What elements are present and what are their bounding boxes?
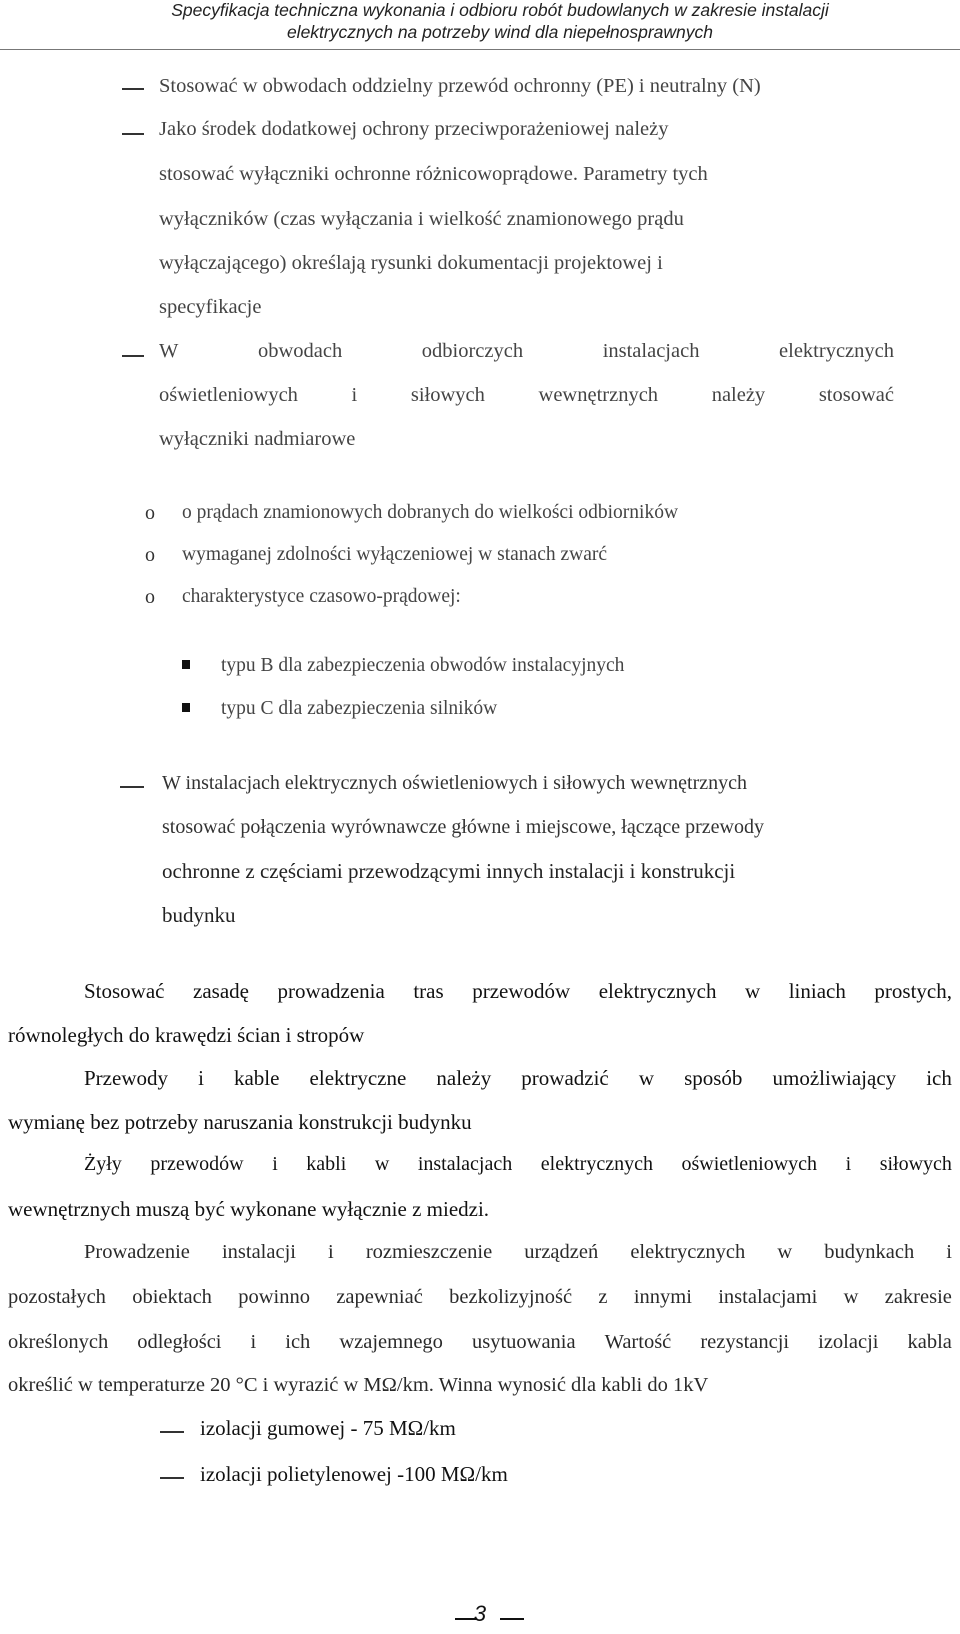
dash-bullet-icon [160,1477,184,1479]
paragraph-layout-line-1: Prowadzenie instalacji i rozmieszczenie urządzeń elektrycznych w budynkach i [84,1241,952,1263]
page-number: 3 [473,1601,487,1626]
header-divider [0,49,960,50]
paragraph-copper-line-1: Żyły przewodów i kabli w instalacjach elektrycznych oświetleniowych i siłowych [84,1153,952,1175]
header-title-line-1: Specyfikacja techniczna wykonania i odbioru robót budowlanych w zakresie instalacji [171,0,829,20]
paragraph-replacement-line-2: wymianę bez potrzeby naruszania konstrukcji budynku [8,1110,472,1134]
sub-sub-item-type-c: typu C dla zabezpieczenia silników [221,698,498,719]
paragraph-layout-line-4: określić w temperaturze 20 °C i wyrazić w MΩ/km. Winna wynosić dla kabli do 1kV [8,1374,709,1396]
paragraph-routing-line-1: Stosować zasadę prowadzenia tras przewodów elektrycznych w liniach prostych, [84,979,952,1003]
list-item-bonding-line-2: stosować połączenia wyrównawcze główne i miejscowe, łączące przewody [162,816,764,838]
paragraph-routing-line-2: równoległych do krawędzi ścian i stropów [8,1023,365,1047]
list-item-bonding-line-4: budynku [162,903,236,927]
list-item-rcd-line-5: specyfikacje [159,296,262,318]
circle-bullet-icon: o [145,544,155,566]
sub-sub-item-type-b: typu B dla zabezpieczenia obwodów instalacyjnych [221,655,625,676]
list-item-overcurrent-line-2: oświetleniowych i siłowych wewnętrznych należy stosować [159,384,894,406]
page-header [0,0,960,52]
circle-bullet-icon: o [145,586,155,608]
insulation-polyethylene-value: izolacji polietylenowej -100 MΩ/km [200,1462,508,1486]
header-title-line-2: elektrycznych na potrzeby wind dla niepełnosprawnych [286,22,714,42]
list-item-rcd-line-3: wyłączników (czas wyłączania i wielkość znamionowego prądu [159,208,684,230]
dash-bullet-icon [122,133,144,135]
paragraph-copper-line-2: wewnętrznych muszą być wykonane wyłącznie z miedzi. [8,1197,490,1221]
square-bullet-icon [182,660,190,669]
sub-item-rated-current: o prądach znamionowych dobranych do wielkości odbiorników [182,502,679,523]
list-item-rcd-line-4: wyłączającego) określają rysunki dokumentacji projektowej i [159,252,663,274]
paragraph-layout-line-2: pozostałych obiektach powinno zapewniać bezkolizyjność z innymi instalacjami w zakresie [8,1286,952,1308]
list-item-pe-n: Stosować w obwodach oddzielny przewód ochronny (PE) i neutralny (N) [159,75,761,97]
dash-bullet-icon [122,355,144,357]
sub-item-breaking-capacity: wymaganej zdolności wyłączeniowej w stanach zwarć [182,544,608,565]
footer-dash-right [500,1618,524,1620]
list-item-overcurrent-line-3: wyłączniki nadmiarowe [159,428,356,450]
list-item-rcd-line-2: stosować wyłączniki ochronne różnicowoprądowe. Parametry tych [159,163,708,185]
paragraph-layout-line-3: określonych odległości i ich wzajemnego usytuowania Wartość rezystancji izolacji kabla [8,1331,952,1353]
dash-bullet-icon [160,1431,184,1433]
dash-bullet-icon [120,786,144,788]
insulation-rubber-value: izolacji gumowej - 75 MΩ/km [200,1416,456,1440]
dash-bullet-icon [122,88,144,90]
list-item-bonding-line-3: ochronne z częściami przewodzącymi innych instalacji i konstrukcji [162,859,736,883]
square-bullet-icon [182,703,190,712]
list-item-rcd-line-1: Jako środek dodatkowej ochrony przeciwporażeniowej należy [159,118,669,140]
list-item-bonding-line-1: W instalacjach elektrycznych oświetleniowych i siłowych wewnętrznych [162,772,747,794]
circle-bullet-icon: o [145,502,155,524]
paragraph-replacement-line-1: Przewody i kable elektryczne należy prowadzić w sposób umożliwiający ich [84,1066,952,1090]
list-item-overcurrent-line-1: W obwodach odbiorczych instalacjach elektrycznych [159,340,894,362]
sub-item-characteristic: charakterystyce czasowo-prądowej: [182,586,461,607]
